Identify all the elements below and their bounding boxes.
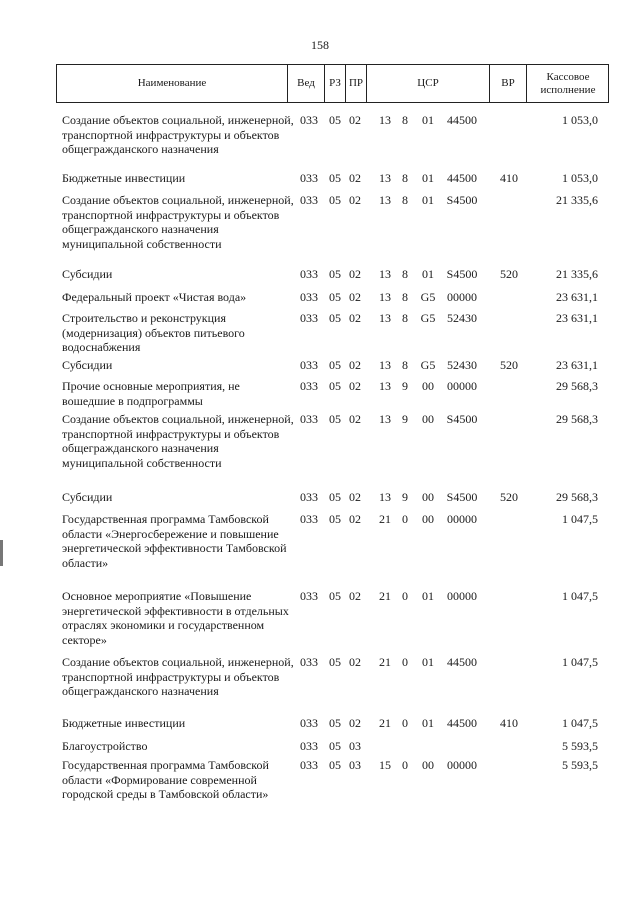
- cell-name: Благоустройство: [62, 739, 148, 753]
- cell-c1: 13: [379, 412, 391, 426]
- cell-c3: 00: [422, 379, 434, 393]
- cell-pr: 02: [349, 358, 361, 372]
- cell-rz: 05: [329, 716, 341, 730]
- header-amount: Кассовое исполнение: [540, 70, 596, 96]
- cell-amount: 1 047,5: [562, 655, 598, 669]
- cell-amount: 23 631,1: [556, 311, 598, 325]
- cell-vr: 520: [500, 358, 518, 372]
- cell-c2: 8: [402, 290, 408, 304]
- cell-c3: G5: [420, 311, 436, 325]
- cell-pr: 02: [349, 311, 361, 325]
- cell-c2: 8: [402, 193, 408, 207]
- header-name: Наименование: [137, 77, 207, 90]
- cell-ved: 033: [300, 358, 318, 372]
- cell-c4: 44500: [447, 716, 477, 730]
- cell-rz: 05: [329, 171, 341, 185]
- cell-name: Бюджетные инвестиции: [62, 716, 186, 730]
- cell-c4: 52430: [447, 358, 477, 372]
- cell-c4: S4500: [446, 412, 478, 426]
- cell-ved: 033: [300, 267, 318, 281]
- cell-pr: 02: [349, 589, 361, 603]
- cell-c3: 01: [422, 193, 434, 207]
- cell-amount: 29 568,3: [556, 490, 598, 504]
- cell-vr: 520: [500, 267, 518, 281]
- cell-c2: 8: [402, 311, 408, 325]
- cell-c2: 0: [402, 655, 408, 669]
- cell-rz: 05: [329, 412, 341, 426]
- cell-ved: 033: [300, 113, 318, 127]
- cell-amount: 29 568,3: [556, 379, 598, 393]
- cell-pr: 02: [349, 113, 361, 127]
- cell-c4: 00000: [447, 758, 477, 772]
- page-number: 158: [311, 38, 329, 52]
- cell-name: Субсидии: [62, 490, 113, 504]
- cell-name: Государственная программа Тамбовской области «Формирование современной городской среды в Тамбовской области»: [62, 758, 269, 801]
- cell-c3: 01: [422, 589, 434, 603]
- cell-c1: 13: [379, 358, 391, 372]
- cell-ved: 033: [300, 716, 318, 730]
- cell-c1: 13: [379, 267, 391, 281]
- cell-rz: 05: [329, 490, 341, 504]
- cell-ved: 033: [300, 655, 318, 669]
- cell-c1: 15: [379, 758, 391, 772]
- cell-name: Строительство и реконструкция (модернизация) объектов питьевого водоснабжения: [62, 311, 245, 354]
- cell-c1: 13: [379, 379, 391, 393]
- cell-rz: 05: [329, 113, 341, 127]
- cell-c2: 8: [402, 113, 408, 127]
- cell-c3: 00: [422, 412, 434, 426]
- cell-c1: 13: [379, 290, 391, 304]
- cell-c4: S4500: [446, 193, 478, 207]
- cell-c4: 00000: [447, 290, 477, 304]
- cell-c3: 01: [422, 113, 434, 127]
- header-vr: ВР: [501, 77, 515, 90]
- cell-amount: 29 568,3: [556, 412, 598, 426]
- cell-pr: 03: [349, 758, 361, 772]
- cell-c1: 13: [379, 311, 391, 325]
- cell-ved: 033: [300, 379, 318, 393]
- cell-name: Государственная программа Тамбовской области «Энергосбережение и повышение энергетической эффективности Тамбовской области»: [62, 512, 287, 570]
- margin-mark: [0, 540, 3, 566]
- cell-ved: 033: [300, 589, 318, 603]
- header-ved: Вед: [297, 77, 315, 90]
- cell-ved: 033: [300, 739, 318, 753]
- cell-ved: 033: [300, 290, 318, 304]
- cell-ved: 033: [300, 171, 318, 185]
- cell-c4: 00000: [447, 589, 477, 603]
- cell-c4: 44500: [447, 113, 477, 127]
- cell-c1: 21: [379, 655, 391, 669]
- cell-c3: G5: [420, 290, 436, 304]
- cell-amount: 1 053,0: [562, 171, 598, 185]
- cell-rz: 05: [329, 193, 341, 207]
- cell-c2: 9: [402, 490, 408, 504]
- cell-rz: 05: [329, 589, 341, 603]
- cell-c3: 01: [422, 267, 434, 281]
- cell-pr: 02: [349, 171, 361, 185]
- cell-amount: 21 335,6: [556, 267, 598, 281]
- cell-name: Основное мероприятие «Повышение энергетической эффективности в отдельных отраслях экономики и государственном секторе»: [62, 589, 289, 647]
- cell-ved: 033: [300, 490, 318, 504]
- cell-c3: G5: [420, 358, 436, 372]
- cell-vr: 520: [500, 490, 518, 504]
- cell-c4: 00000: [447, 379, 477, 393]
- cell-name: Создание объектов социальной, инженерной, транспортной инфраструктуры и объектов общегражданского назначения: [62, 113, 294, 156]
- cell-name: Субсидии: [62, 358, 113, 372]
- cell-rz: 05: [329, 267, 341, 281]
- cell-ved: 033: [300, 412, 318, 426]
- cell-amount: 1 047,5: [562, 716, 598, 730]
- cell-c1: 13: [379, 193, 391, 207]
- cell-rz: 05: [329, 512, 341, 526]
- cell-c3: 01: [422, 655, 434, 669]
- cell-c1: 21: [379, 716, 391, 730]
- header-rz: РЗ: [329, 77, 341, 90]
- cell-c2: 0: [402, 512, 408, 526]
- cell-c2: 9: [402, 412, 408, 426]
- cell-ved: 033: [300, 512, 318, 526]
- cell-name: Создание объектов социальной, инженерной, транспортной инфраструктуры и объектов общегражданского назначения муниципальной собственности: [62, 193, 294, 251]
- cell-vr: 410: [500, 716, 518, 730]
- cell-rz: 05: [329, 379, 341, 393]
- cell-amount: 1 053,0: [562, 113, 598, 127]
- cell-c1: 21: [379, 512, 391, 526]
- cell-amount: 1 047,5: [562, 589, 598, 603]
- cell-amount: 5 593,5: [562, 739, 598, 753]
- cell-rz: 05: [329, 311, 341, 325]
- cell-vr: 410: [500, 171, 518, 185]
- cell-c3: 01: [422, 716, 434, 730]
- cell-amount: 1 047,5: [562, 512, 598, 526]
- header-csr: ЦСР: [417, 77, 439, 90]
- cell-c2: 9: [402, 379, 408, 393]
- cell-pr: 02: [349, 267, 361, 281]
- cell-c2: 0: [402, 758, 408, 772]
- cell-ved: 033: [300, 758, 318, 772]
- cell-rz: 05: [329, 358, 341, 372]
- cell-c2: 8: [402, 358, 408, 372]
- cell-ved: 033: [300, 311, 318, 325]
- cell-c1: 21: [379, 589, 391, 603]
- cell-amount: 23 631,1: [556, 358, 598, 372]
- cell-pr: 02: [349, 716, 361, 730]
- cell-pr: 03: [349, 739, 361, 753]
- cell-c2: 0: [402, 716, 408, 730]
- cell-c1: 13: [379, 490, 391, 504]
- cell-c4: 00000: [447, 512, 477, 526]
- cell-pr: 02: [349, 512, 361, 526]
- cell-c3: 00: [422, 758, 434, 772]
- cell-name: Прочие основные мероприятия, не вошедшие в подпрограммы: [62, 379, 240, 408]
- cell-rz: 05: [329, 655, 341, 669]
- cell-c4: 44500: [447, 655, 477, 669]
- cell-c3: 01: [422, 171, 434, 185]
- cell-c2: 0: [402, 589, 408, 603]
- cell-name: Федеральный проект «Чистая вода»: [62, 290, 247, 304]
- cell-pr: 02: [349, 655, 361, 669]
- cell-ved: 033: [300, 193, 318, 207]
- cell-name: Бюджетные инвестиции: [62, 171, 186, 185]
- cell-rz: 05: [329, 758, 341, 772]
- cell-name: Субсидии: [62, 267, 113, 281]
- cell-c4: S4500: [446, 267, 478, 281]
- cell-name: Создание объектов социальной, инженерной, транспортной инфраструктуры и объектов общегражданского назначения муниципальной собственности: [62, 412, 294, 470]
- cell-c1: 13: [379, 113, 391, 127]
- cell-c4: 52430: [447, 311, 477, 325]
- cell-pr: 02: [349, 379, 361, 393]
- cell-amount: 23 631,1: [556, 290, 598, 304]
- cell-c3: 00: [422, 512, 434, 526]
- cell-c2: 8: [402, 171, 408, 185]
- cell-pr: 02: [349, 290, 361, 304]
- header-pr: ПР: [348, 77, 364, 90]
- cell-c3: 00: [422, 490, 434, 504]
- cell-rz: 05: [329, 290, 341, 304]
- cell-name: Создание объектов социальной, инженерной, транспортной инфраструктуры и объектов общегражданского назначения: [62, 655, 294, 698]
- table-header: [56, 64, 609, 103]
- cell-c1: 13: [379, 171, 391, 185]
- cell-amount: 5 593,5: [562, 758, 598, 772]
- cell-rz: 05: [329, 739, 341, 753]
- cell-pr: 02: [349, 193, 361, 207]
- cell-c4: 44500: [447, 171, 477, 185]
- cell-pr: 02: [349, 412, 361, 426]
- cell-c2: 8: [402, 267, 408, 281]
- cell-c4: S4500: [446, 490, 478, 504]
- cell-pr: 02: [349, 490, 361, 504]
- cell-amount: 21 335,6: [556, 193, 598, 207]
